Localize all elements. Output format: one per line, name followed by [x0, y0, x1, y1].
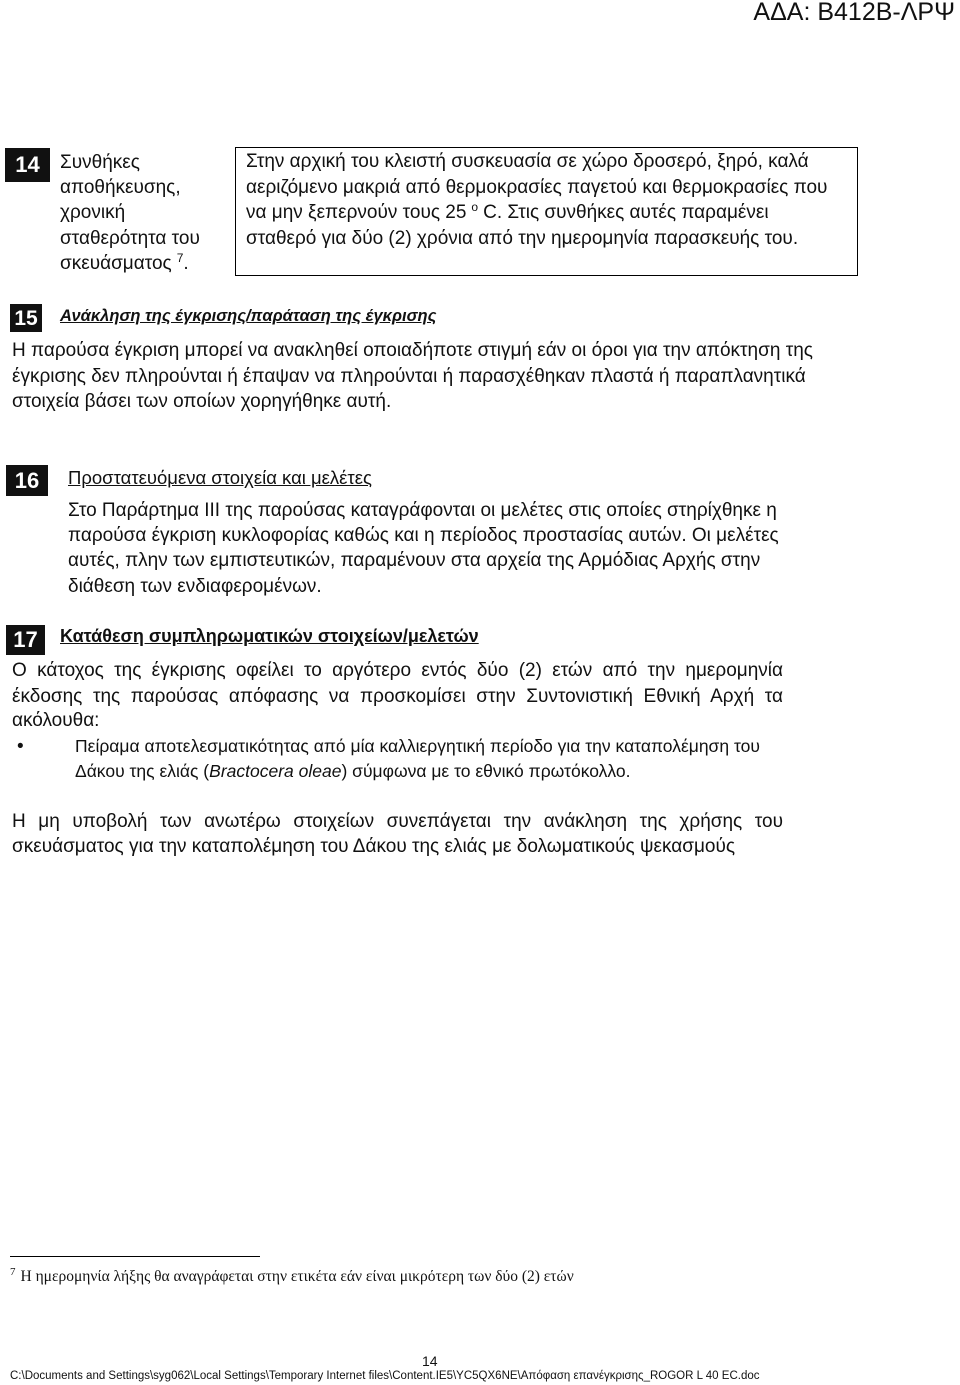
degree-symbol: ο: [471, 199, 479, 214]
section-number-17: 17: [6, 625, 45, 655]
storage-text-line: αεριζόμενο μακριά από θερμοκρασίες παγετού και θερμοκρασίες που: [246, 177, 828, 198]
section-15-heading: Ανάκληση της έγκρισης/παράταση της έγκρισης: [60, 307, 437, 325]
section-16-text-line: Στο Παράρτημα III της παρούσας καταγράφονται οι μελέτες στις οποίες στηρίχθηκε η: [68, 500, 777, 521]
storage-text-line: Στην αρχική του κλειστή συσκευασία σε χώρο δροσερό, ξηρό, καλά: [246, 151, 809, 172]
section-16-heading: Προστατευόμενα στοιχεία και μελέτες: [68, 467, 372, 488]
section-17-heading: Κατάθεση συμπληρωματικών στοιχείων/μελετών: [60, 626, 479, 646]
footnote-reference: 7: [176, 250, 184, 265]
section-14-label-line: σταθερότητα του: [60, 228, 200, 249]
ada-code: ΑΔΑ: Β412Β-ΛΡΨ: [753, 0, 955, 26]
section-17-text-line: Ο κάτοχος της έγκρισης οφείλει το αργότερο εντός δύο (2) ετών από την ημερομηνία: [12, 660, 783, 681]
section-16-text-line: διάθεση των ενδιαφερομένων.: [68, 576, 322, 597]
file-path: C:\Documents and Settings\syg062\Local Settings\Temporary Internet files\Content.IE5\YC5QX6NE\Απόφαση επανέγκρισης_ROGOR L 40 EC.doc: [10, 1370, 760, 1382]
section-17-closing-line: Η μη υποβολή των ανωτέρω στοιχείων συνεπάγεται την ανάκληση της χρήσης του: [12, 811, 783, 832]
temperature-text-after: C. Στις συνθήκες αυτές παραμένει: [483, 202, 769, 223]
species-name: Bractocera oleae: [209, 761, 342, 781]
bullet-text-after: ) σύμφωνα με το εθνικό πρωτόκολλο.: [341, 761, 631, 781]
section-16-text-line: αυτές, πλην των εμπιστευτικών, παραμένουν στα αρχεία της Αρμόδιας Αρχής στην: [68, 550, 761, 571]
section-14-label-line: [60, 251, 189, 276]
footnote-text: Η ημερομηνία λήξης θα αναγράφεται στην ετικέτα εάν είναι μικρότερη των δύο (2) ετών: [20, 1268, 574, 1285]
section-14-label-line: χρονική: [60, 202, 126, 223]
bullet-text-line: Πείραμα αποτελεσματικότητας από μία καλλιεργητική περίοδο για την καταπολέμηση του: [75, 736, 760, 756]
section-number-15: 15: [10, 304, 42, 332]
section-number-16: 16: [6, 465, 48, 496]
section-14-label-last: σκευάσματος: [60, 253, 172, 274]
bullet-text-before: Δάκου της ελιάς (: [75, 761, 210, 781]
section-15-text-line: έγκρισης δεν πληρούνται ή έπαψαν να πληρούνται ή παρασχέθηκαν πλαστά ή παραπλανητικά: [12, 366, 806, 387]
section-17-closing-line: σκευάσματος για την καταπολέμηση του Δάκου της ελιάς με δολωματικούς ψεκασμούς: [12, 836, 736, 857]
bullet-icon: •: [17, 736, 24, 757]
storage-text-line: σταθερό για δύο (2) χρόνια από την ημερομηνία παρασκευής του.: [246, 228, 799, 249]
footnote: [10, 1266, 574, 1288]
storage-text-line: [246, 200, 769, 225]
section-16-text-line: παρούσα έγκριση κυκλοφορίας καθώς και η περίοδος προστασίας αυτών. Οι μελέτες: [68, 525, 779, 546]
temperature-text-before: να μην ξεπερνούν τους 25: [246, 202, 467, 223]
page-number: 14: [422, 1353, 438, 1369]
section-15-text-line: Η παρούσα έγκριση μπορεί να ανακληθεί οποιαδήποτε στιγμή εάν οι όροι για την απόκτηση της: [12, 340, 813, 361]
section-14-label-line: αποθήκευσης,: [60, 177, 181, 198]
section-number-14: 14: [5, 148, 50, 182]
section-15-text-line: στοιχεία βάσει των οποίων χορηγήθηκε αυτή.: [12, 391, 392, 412]
footnote-separator: [10, 1256, 260, 1257]
section-14-label-end: .: [183, 253, 189, 274]
section-14-label-line: Συνθήκες: [60, 152, 140, 173]
section-17-text-line: έκδοσης της παρούσας απόφασης να προσκομίσει στην Συντονιστική Εθνική Αρχή τα: [12, 686, 783, 707]
footnote-number: 7: [10, 1265, 16, 1278]
section-17-text-line: ακόλουθα:: [12, 710, 100, 731]
bullet-text-line: [75, 759, 631, 784]
